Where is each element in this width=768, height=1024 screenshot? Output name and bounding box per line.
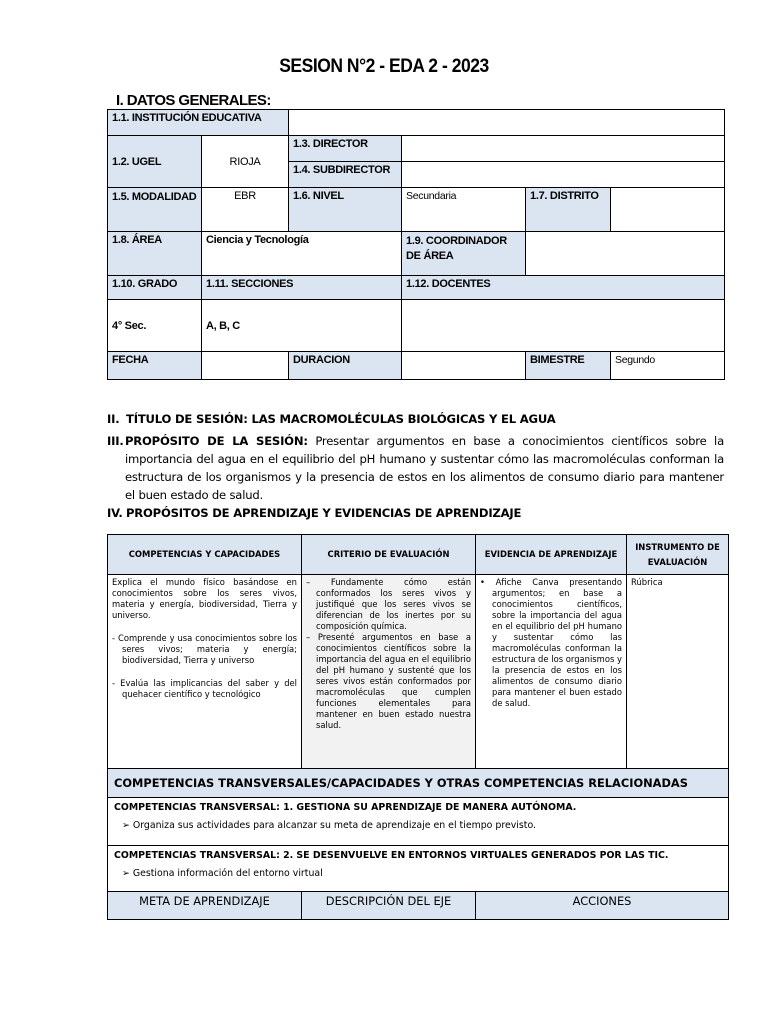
transversal-1 [108,798,729,846]
instrumento-cell [627,575,729,769]
competencias-cell [108,575,302,769]
section-datos-generales: I. DATOS GENERALES: [116,92,271,109]
criterio-item: – Fundamente cómo están conformados los seres vivos y justifiqué que los seres vivos se diferencian de los inertes por su composición química. [306,577,471,631]
section-propositos-number: IV. [107,506,123,520]
criterios-cell [302,575,476,769]
general-data-table [107,109,725,380]
document-title: SESION N°2 - EDA 2 - 2023 [279,56,489,77]
duracion-label: DURACION [289,352,402,380]
modalidad-label: 1.5. MODALIDAD [108,188,202,232]
section-propositos-text: PROPÓSITOS DE APRENDIZAJE Y EVIDENCIAS DE APRENDIZAJE [126,506,522,520]
bimestre-label: BIMESTRE [526,352,611,380]
transversal-1-title: COMPETENCIAS TRANSVERSAL: 1. GESTIONA SU APRENDIZAJE DE MANERA AUTÓNOMA. [114,802,577,813]
section-propositos-aprendizaje [107,504,724,522]
ugel-value: RIOJA [202,136,289,188]
header-competencias: COMPETENCIAS Y CAPACIDADES [108,535,302,575]
section-proposito-text: Presentar argumentos en base a conocimientos científicos sobre la importancia del agua en el equilibrio del pH humano y sustentar cómo las macromoléculas conforman la estructura de los organismos y la presencia de estos en los alimentos de consumo diario para mantener el buen estado de salud. [125,434,724,502]
director-label: 1.3. DIRECTOR [289,136,402,162]
transversal-1-item: ➢ Organiza sus actividades para alcanzar su meta de aprendizaje en el tiempo previsto. [122,820,537,831]
section-titulo-text: TÍTULO DE SESIÓN: LAS MACROMOLÉCULAS BIOLÓGICAS Y EL AGUA [126,412,556,426]
fecha-value[interactable] [202,352,289,380]
header-evidencia: EVIDENCIA DE APRENDIZAJE [476,535,627,575]
bimestre-value: Segundo [611,352,725,380]
section-proposito-number: III. [107,434,124,448]
docentes-value[interactable] [402,300,725,352]
distrito-value[interactable] [611,188,725,232]
transversal-2 [108,846,729,892]
institucion-value[interactable] [289,110,725,136]
header-instrumento: INSTRUMENTO DE EVALUACIÓN [627,535,729,575]
evidencia-cell [476,575,627,769]
coordinador-value[interactable] [526,232,725,276]
modalidad-value: EBR [202,188,289,232]
secciones-value: A, B, C [202,300,402,352]
competencia-text: Explica el mundo físico basándose en conocimientos sobre los seres vivos, materia y energía, biodiversidad, Tierra y universo. [112,577,297,620]
section-proposito-heading: PROPÓSITO DE LA SESIÓN: [125,434,308,448]
grado-label: 1.10. GRADO [108,276,202,300]
area-value: Ciencia y Tecnología [202,232,402,276]
fecha-label: FECHA [108,352,202,380]
nivel-label: 1.6. NIVEL [289,188,402,232]
capacidad-item: - Evalúa las implicancias del saber y del quehacer científico y tecnológico [112,678,297,699]
learning-purposes-table [107,534,729,920]
docentes-label: 1.12. DOCENTES [402,276,725,300]
ugel-label: 1.2. UGEL [108,136,202,188]
subdirector-value[interactable] [402,162,725,188]
transversal-band: COMPETENCIAS TRANSVERSALES/CAPACIDADES Y OTRAS COMPETENCIAS RELACIONADAS [108,769,729,798]
director-value[interactable] [402,136,725,162]
footer-descripcion: DESCRIPCIÓN DEL EJE [302,892,476,920]
section-titulo [107,410,724,428]
capacidad-item: - Comprende y usa conocimientos sobre los seres vivos; materia y energía; biodiversidad, Tierra y universo [112,633,297,665]
area-label: 1.8. ÁREA [108,232,202,276]
instrumento-text: Rúbrica [631,577,663,587]
evidencia-text: • Afiche Canva presentando argumentos; en base a conocimientos científicos, sobre la importancia del agua en el equilibrio del pH humano y sustentar cómo las macromoléculas conforman la estructura de los organismos y la presencia de estos en los alimentos de consumo diario para mantener el buen estado de salud. [480,577,622,708]
section-proposito [107,432,724,504]
transversal-2-item: ➢ Gestiona información del entorno virtual [122,868,323,879]
subdirector-label: 1.4. SUBDIRECTOR [289,162,402,188]
grado-value: 4° Sec. [108,300,202,352]
coordinador-label: 1.9. COORDINADOR DE ÁREA [402,232,526,276]
nivel-value: Secundaria [402,188,526,232]
header-criterio: CRITERIO DE EVALUACIÓN [302,535,476,575]
section-titulo-number: II. [107,412,120,426]
secciones-label: 1.11. SECCIONES [202,276,402,300]
footer-meta: META DE APRENDIZAJE [108,892,302,920]
distrito-label: 1.7. DISTRITO [526,188,611,232]
criterio-item: – Presenté argumentos en base a conocimientos científicos sobre la importancia del agua en el equilibrio del pH humano y sustenté que los seres vivos están conformados por macromoléculas que cumplen funciones elementales para mantener en buen estado nuestra salud. [306,632,471,730]
duracion-value[interactable] [402,352,526,380]
transversal-2-title: COMPETENCIAS TRANSVERSAL: 2. SE DESENVUELVE EN ENTORNOS VIRTUALES GENERADOS POR LAS TIC. [114,850,669,861]
footer-acciones: ACCIONES [476,892,729,920]
institucion-label: 1.1. INSTITUCIÓN EDUCATIVA [108,110,289,136]
